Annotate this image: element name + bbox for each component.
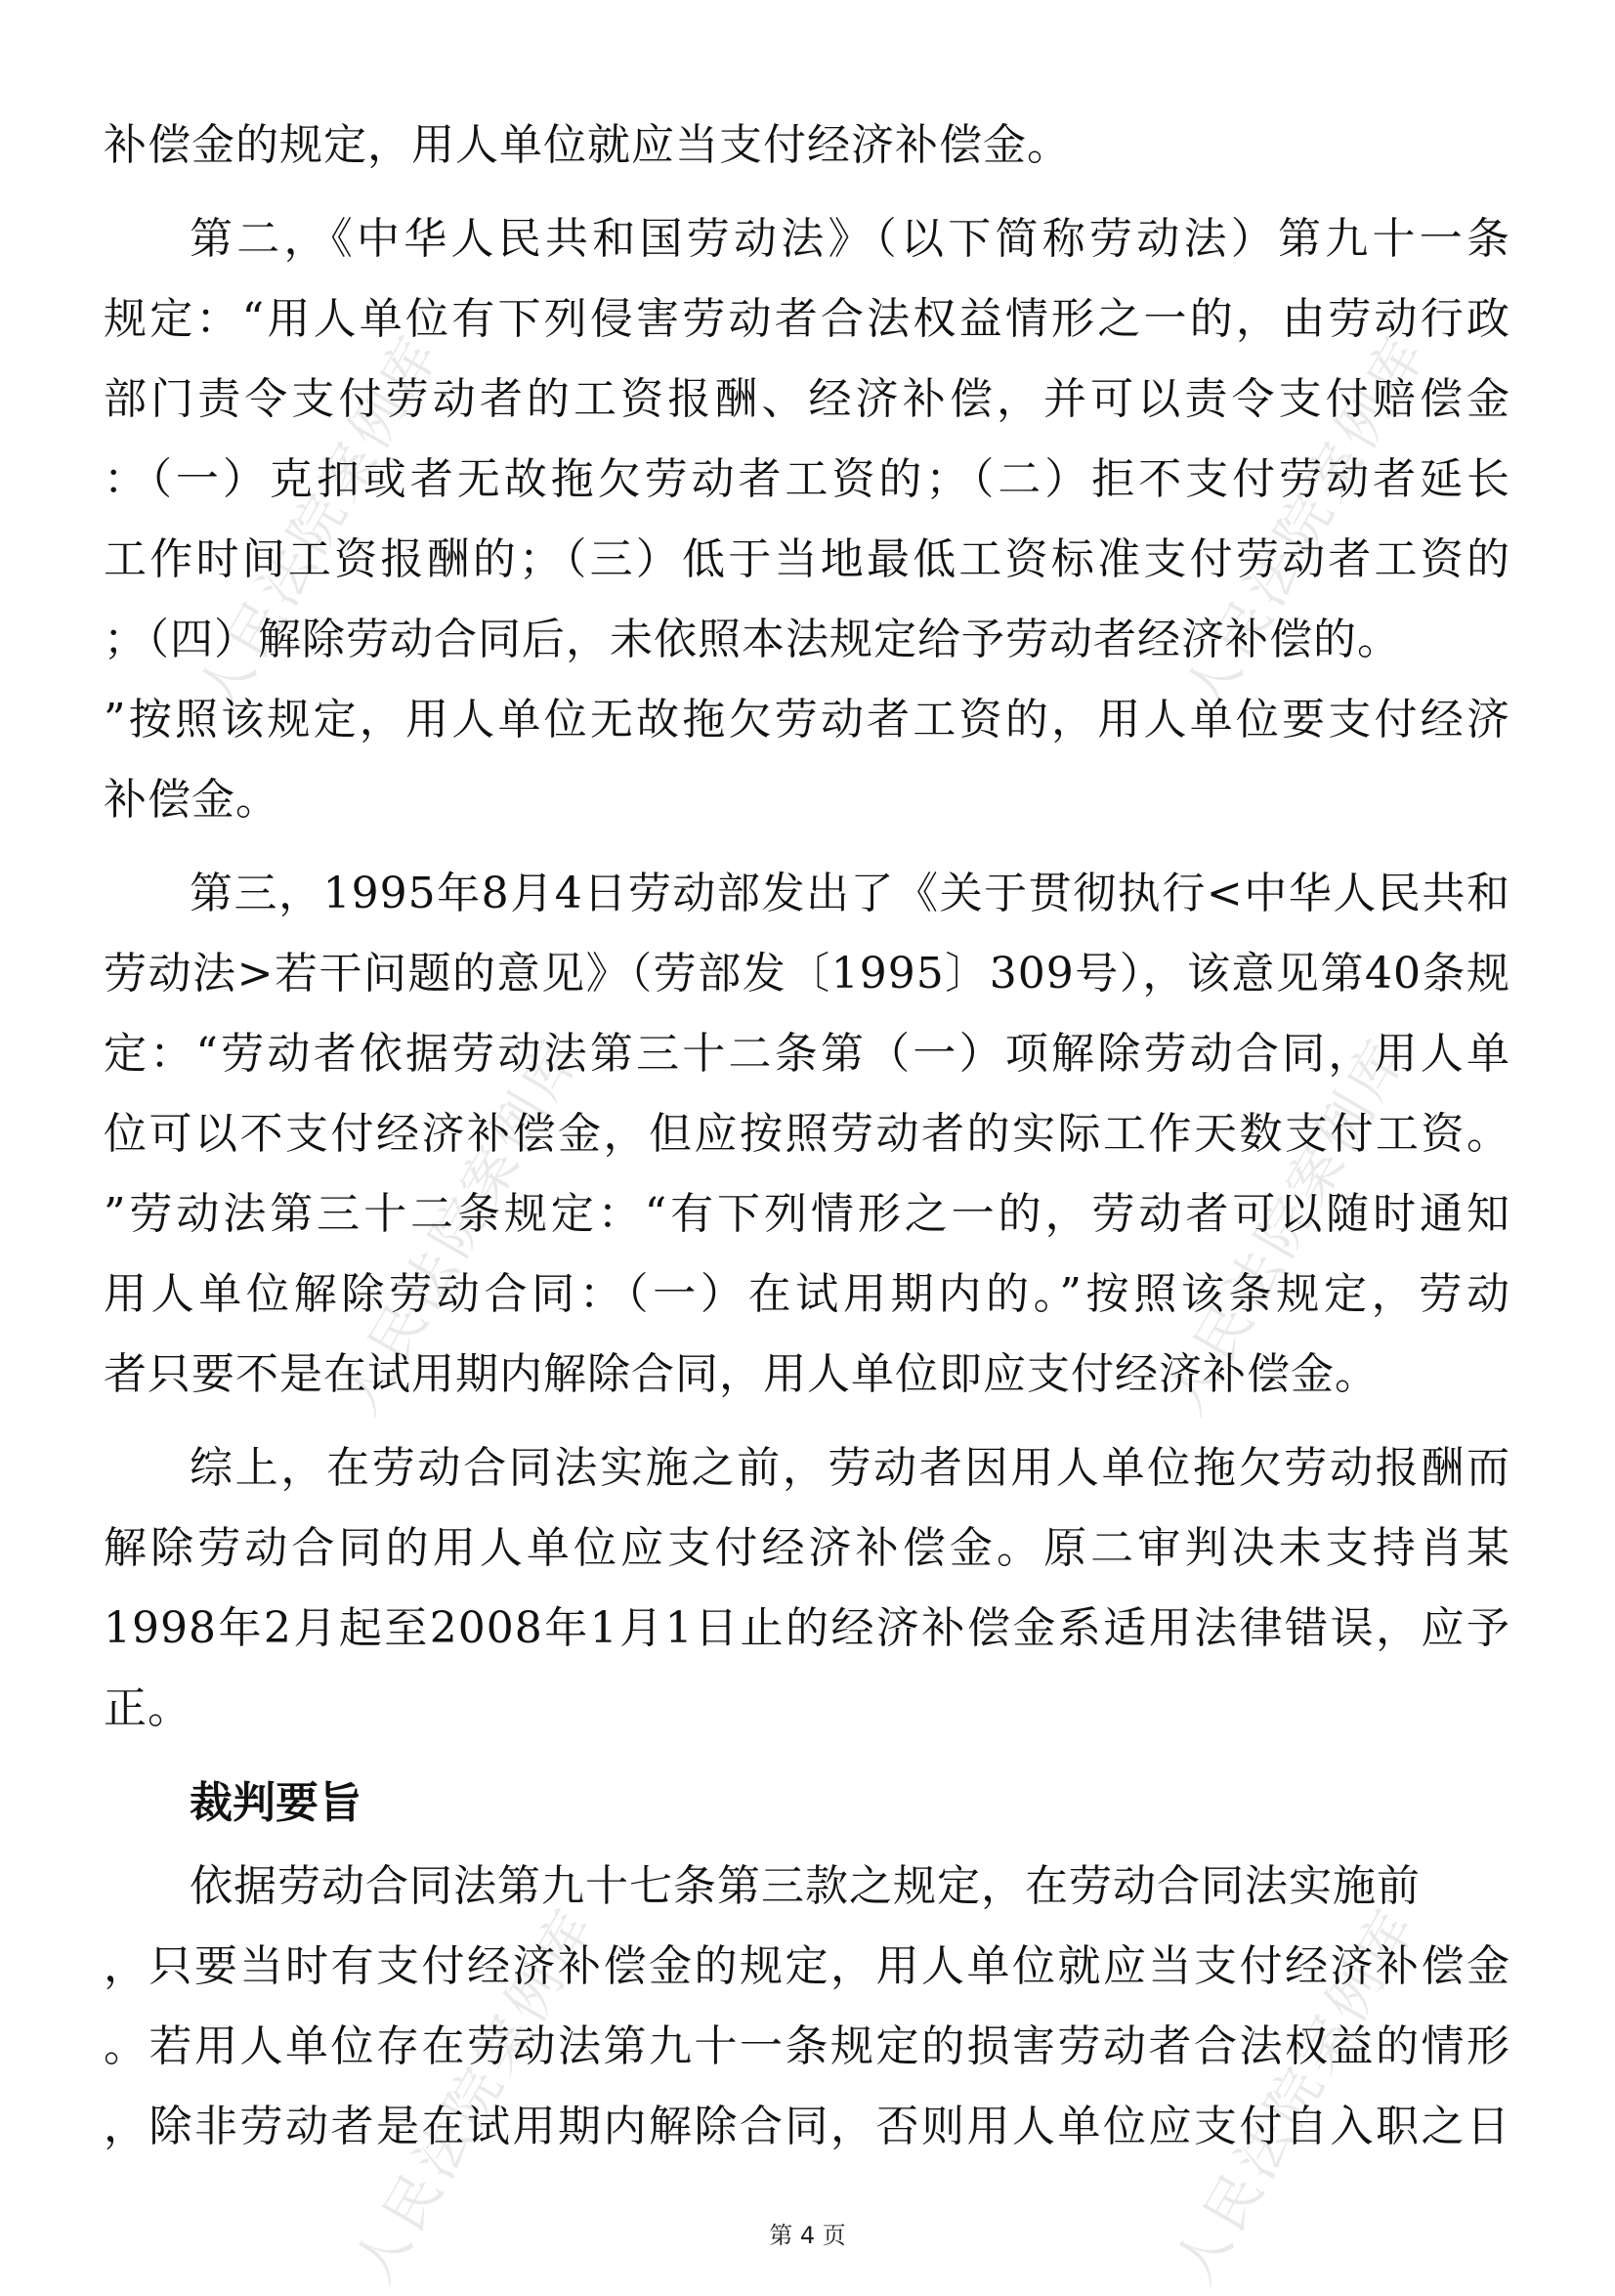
- text-line: 补偿金。: [104, 775, 279, 825]
- text-line: ，除非劳动者是在试用期内解除合同，否则用人单位应支付自入职之日: [104, 2102, 1510, 2151]
- text-line: 。若用人单位存在劳动法第九十一条规定的损害劳动者合法权益的情形: [104, 2021, 1510, 2071]
- paragraph: [104, 1847, 1510, 2167]
- text-line: 综上，在劳动合同法实施之前，劳动者因用人单位拖欠劳动报酬而: [190, 1443, 1510, 1493]
- text-line: 规定：“用人单位有下列侵害劳动者合法权益情形之一的，由劳动行政: [104, 294, 1510, 344]
- text-line: 补偿金的规定，用人单位就应当支付经济补偿金。: [104, 120, 1071, 170]
- text-line: ：（一）克扣或者无故拖欠劳动者工资的；（二）拒不支付劳动者延长: [104, 454, 1510, 504]
- text-line: ”按照该规定，用人单位无故拖欠劳动者工资的，用人单位要支付经济: [104, 695, 1510, 744]
- watermark-3: 人民法院案例库: [327, 1026, 595, 1425]
- text-line: 解除劳动合同的用人单位应支付经济补偿金。原二审判决未支持肖某: [104, 1523, 1510, 1573]
- text-line: 第二，《中华人民共和国劳动法》（以下简称劳动法）第九十一条: [190, 214, 1510, 264]
- text-line: 位可以不支付经济补偿金，但应按照劳动者的实际工作天数支付工资。: [104, 1109, 1510, 1159]
- text-line: ；（四）解除劳动合同后，未依照本法规定给予劳动者经济补偿的。: [104, 615, 1401, 664]
- paragraph: [104, 106, 1510, 186]
- text-line: 工作时间工资报酬的；（三）低于当地最低工资标准支付劳动者工资的: [104, 534, 1510, 584]
- text-line: 劳动法>若干问题的意见》（劳部发〔1995〕309号），该意见第40条规: [104, 949, 1510, 999]
- text-line: 1998年2月起至2008年1月1日止的经济补偿金系适用法律错误，应予: [104, 1603, 1510, 1653]
- text-line: 部门责令支付劳动者的工资报酬、经济补偿，并可以责令支付赔偿金: [104, 374, 1510, 424]
- text-line: ，只要当时有支付经济补偿金的规定，用人单位就应当支付经济补偿金: [104, 1941, 1510, 1991]
- document-body: [104, 106, 1510, 2167]
- paragraph: [104, 1428, 1510, 1749]
- text-line: 正。: [104, 1683, 191, 1733]
- watermark-4: 人民法院案例库: [1153, 1026, 1421, 1425]
- watermark-1: 人民法院案例库: [186, 322, 453, 722]
- text-line: 定：“劳动者依据劳动法第三十二条第（一）项解除劳动合同，用人单: [104, 1029, 1510, 1079]
- watermark-5: 人民法院案例库: [342, 1895, 610, 2295]
- section-heading: 裁判要旨: [190, 1778, 361, 1828]
- text-line: ”劳动法第三十二条规定：“有下列情形之一的，劳动者可以随时通知: [104, 1189, 1510, 1239]
- watermark-2: 人民法院案例库: [1172, 322, 1440, 722]
- text-line: 第三，1995年8月4日劳动部发出了《关于贯彻执行<中华人民共和: [190, 869, 1510, 918]
- text-line: 用人单位解除劳动合同：（一）在试用期内的。”按照该条规定，劳动: [104, 1269, 1510, 1319]
- page-number: 第 4 页: [769, 2222, 846, 2249]
- watermark-6: 人民法院案例库: [1163, 1895, 1430, 2295]
- text-line: 者只要不是在试用期内解除合同，用人单位即应支付经济补偿金。: [104, 1349, 1379, 1399]
- paragraph: [104, 199, 1510, 840]
- paragraph: [104, 854, 1510, 1415]
- text-line: 依据劳动合同法第九十七条第三款之规定，在劳动合同法实施前: [190, 1861, 1421, 1911]
